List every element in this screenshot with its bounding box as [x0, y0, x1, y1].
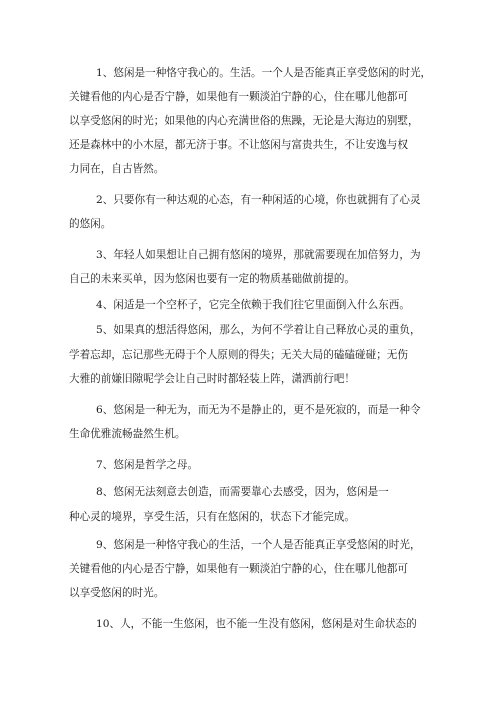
- text-line: 2、只要你有一种达观的心态，有一种闲适的心境，你也就拥有了心灵: [96, 194, 421, 206]
- text-line: 生命优雅流畅盎然生机。: [69, 428, 186, 440]
- text-line: 6、悠闲是一种无为，而无为不是静止的，更不是死寂的，而是一种令: [96, 404, 421, 416]
- text-line: 5、如果真的想活得悠闲，那么，为何不学着让自己释放心灵的重负，: [96, 324, 421, 336]
- text-line: 7、悠闲是哲学之母。: [96, 459, 199, 471]
- text-line: 8、悠闲无法刻意去创造，而需要靠心去感受，因为，悠闲是一: [96, 486, 389, 498]
- text-line: 以享受悠闲的时光；如果他的内心充满世俗的焦躁，无论是大海边的别墅，: [69, 115, 419, 127]
- text-line: 10、人，不能一生悠闲，也不能一生没有悠闲，悠闲是对生命状态的: [96, 618, 417, 630]
- text-line: 1、悠闲是一种恪守我心的。生活。一个人是否能真正享受悠闲的时光，: [96, 67, 432, 79]
- text-line: 3、年轻人如果想让自己拥有悠闲的境界，那就需要现在加倍努力，为: [96, 249, 421, 261]
- text-line: 关键看他的内心是否宁静，如果他有一颗淡泊宁静的心，住在哪儿他都可: [69, 91, 408, 103]
- text-line: 大雅的前嫌旧隙呢学会让自己时时都轻装上阵，潇洒前行吧！: [69, 373, 356, 385]
- text-line: 力同在，自古皆然。: [69, 163, 165, 175]
- text-line: 种心灵的境界，享受生活，只有在悠闲的，状态下才能完成。: [69, 511, 356, 523]
- text-line: 还是森林中的小木屋，都无济于事。不让悠闲与富贵共生，不让安逸与权: [69, 139, 408, 151]
- text-line: 自己的未来买单，因为悠闲也要有一定的物质基础做前提的。: [69, 273, 356, 285]
- text-line: 的悠闲。: [69, 218, 112, 230]
- text-line: 以享受悠闲的时光。: [69, 587, 165, 599]
- text-line: 4、闲适是一个空杯子，它完全依赖于我们往它里面倒入什么东西。: [96, 299, 410, 311]
- text-line: 9、悠闲是一种恪守我心的生活，一个人是否能真正享受悠闲的时光，: [96, 539, 421, 551]
- text-line: 关键看他的内心是否宁静，如果他有一颗淡泊宁静的心，住在哪儿他都可: [69, 563, 408, 575]
- text-line: 学着忘却，忘记那些无碍于个人原则的得失；无关大局的磕磕碰碰；无伤: [69, 349, 408, 361]
